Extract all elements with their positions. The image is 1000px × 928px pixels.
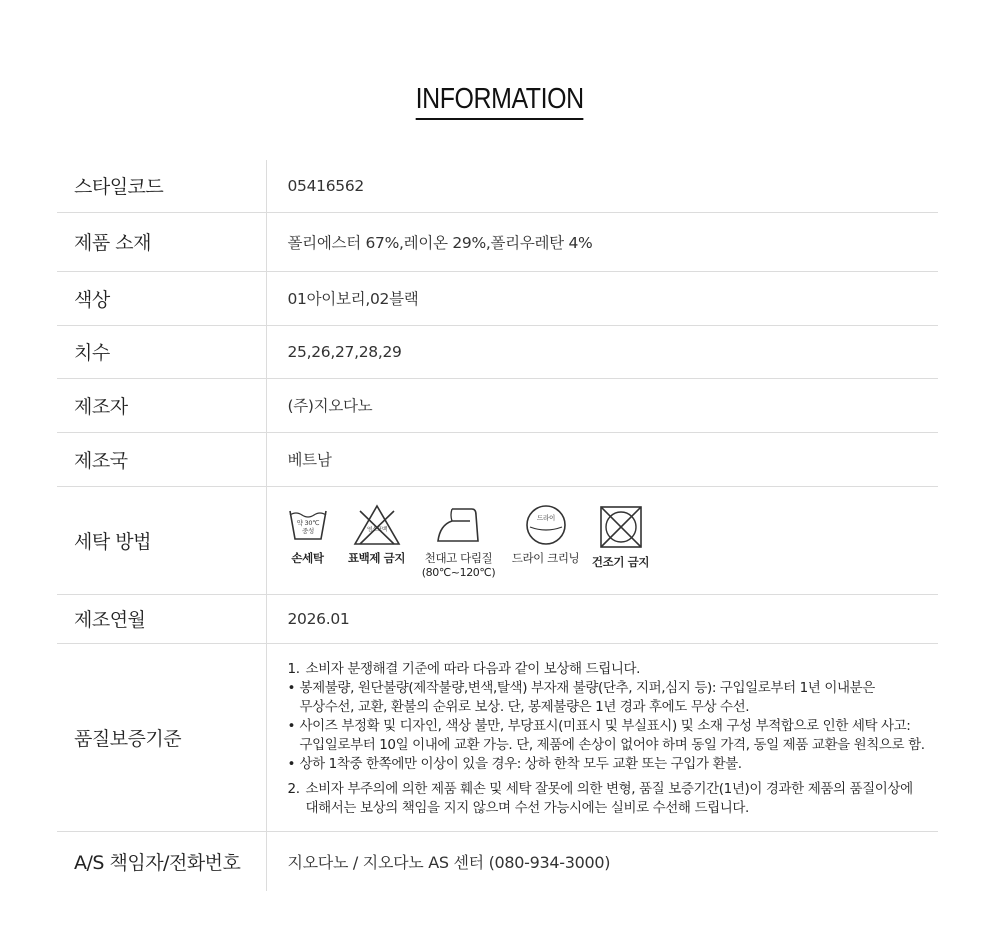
list-number: 2. bbox=[287, 781, 300, 797]
row-value-as: 지오다노 / 지오다노 AS 센터 (080-934-3000) bbox=[287, 852, 611, 872]
list-number: 1. bbox=[287, 661, 300, 677]
row-value-maker: (주)지오다노 bbox=[266, 378, 938, 432]
no-tumble-dry-icon bbox=[597, 503, 645, 551]
quality-line: 사이즈 부정확 및 디자인, 색상 불만, 부당표시(미표시 및 부실표시) 및 소재 구성 부적합으로 인한 세탁 사고: bbox=[299, 718, 911, 734]
row-value-style-code: 05416562 bbox=[266, 160, 938, 212]
wash-caption: 드라이 크리닝 bbox=[511, 551, 580, 565]
wash-caption: 표백제 금지 bbox=[347, 551, 406, 565]
quality-line: 무상수선, 교환, 환불의 순위로 보상. 단, 봉제불량은 1년 경과 후에도 무상 수선. bbox=[299, 699, 750, 715]
row-value-country: 베트남 bbox=[266, 432, 938, 486]
row-label-material: 제품 소재 bbox=[57, 212, 266, 271]
quality-standard-text bbox=[288, 660, 939, 818]
row-value-color: 01아이보리,02블랙 bbox=[266, 271, 938, 325]
row-label-size: 치수 bbox=[57, 325, 266, 378]
table-row bbox=[57, 378, 938, 432]
row-label-maker: 제조자 bbox=[57, 378, 266, 432]
hand-wash-temp: 약 30℃ bbox=[296, 519, 319, 527]
bullet: • bbox=[287, 680, 296, 696]
table-row bbox=[57, 271, 938, 325]
wash-caption: 천대고 다림질 bbox=[424, 551, 493, 565]
hand-wash-detergent: 중성 bbox=[301, 527, 314, 535]
row-value-washing bbox=[266, 486, 938, 594]
dry-clean-text: 드라이 bbox=[536, 514, 555, 522]
wash-caption: 건조기 금지 bbox=[591, 555, 650, 569]
row-value-size: 25,26,27,28,29 bbox=[266, 325, 938, 378]
bullet: • bbox=[287, 718, 296, 734]
table-row bbox=[57, 486, 938, 594]
wash-subcaption: (80℃~120℃) bbox=[421, 566, 496, 579]
page-title: INFORMATION bbox=[416, 82, 584, 120]
wash-item-iron bbox=[422, 503, 496, 579]
quality-line: 소비자 분쟁해결 기준에 따라 다음과 같이 보상해 드립니다. bbox=[305, 661, 641, 677]
wash-item-no-bleach bbox=[348, 503, 406, 566]
no-bleach-text: 염소표백 bbox=[366, 527, 387, 533]
row-label-color: 색상 bbox=[57, 271, 266, 325]
table-row bbox=[57, 594, 938, 643]
row-value-material: 폴리에스터 67%,레이온 29%,폴리우레탄 4% bbox=[266, 212, 938, 271]
iron-icon bbox=[432, 503, 486, 547]
quality-line: 구입일로부터 10일 이내에 교환 가능. 단, 제품에 손상이 없어야 하며 동일 가격, 동일 제품 교환을 원칙으로 함. bbox=[299, 737, 925, 753]
washing-icons bbox=[288, 501, 939, 579]
bullet: • bbox=[287, 756, 296, 772]
table-row bbox=[57, 212, 938, 271]
row-label-as: A/S 책임자/전화번호 bbox=[57, 831, 266, 891]
row-label-date: 제조연월 bbox=[57, 594, 266, 643]
wash-item-dry-clean bbox=[510, 503, 582, 566]
table-row bbox=[57, 160, 938, 212]
wash-item-hand-wash bbox=[284, 503, 332, 566]
table-row bbox=[57, 831, 938, 891]
row-value-quality bbox=[266, 643, 938, 831]
wash-item-no-tumble-dry bbox=[590, 503, 652, 570]
hand-wash-icon bbox=[286, 503, 330, 547]
quality-line: 봉제불량, 원단불량(제작불량,변색,탈색) 부자재 불량(단추, 지퍼,심지 등): 구입일로부터 1년 이내분은 bbox=[299, 680, 875, 696]
quality-line: 상하 1착중 한쪽에만 이상이 있을 경우: 상하 한착 모두 교환 또는 구입가 환불. bbox=[299, 756, 742, 772]
row-label-country: 제조국 bbox=[57, 432, 266, 486]
quality-line: 소비자 부주의에 의한 제품 훼손 및 세탁 잘못에 의한 변형, 품질 보증기간(1년)이 경과한 제품의 품질이상에 bbox=[305, 781, 913, 797]
wash-caption: 손세탁 bbox=[291, 551, 324, 565]
row-label-style-code: 스타일코드 bbox=[57, 160, 266, 212]
row-label-quality: 품질보증기준 bbox=[57, 643, 266, 831]
quality-line: 대해서는 보상의 책임을 지지 않으며 수선 가능시에는 실비로 수선해 드립니다. bbox=[305, 800, 749, 816]
table-row bbox=[57, 325, 938, 378]
table-row bbox=[57, 432, 938, 486]
row-label-washing: 세탁 방법 bbox=[57, 486, 266, 594]
dry-clean-icon bbox=[524, 503, 568, 547]
row-value-date: 2026.01 bbox=[266, 594, 938, 643]
table-row bbox=[57, 643, 938, 831]
product-info-table bbox=[57, 160, 938, 891]
no-bleach-icon bbox=[352, 503, 402, 547]
